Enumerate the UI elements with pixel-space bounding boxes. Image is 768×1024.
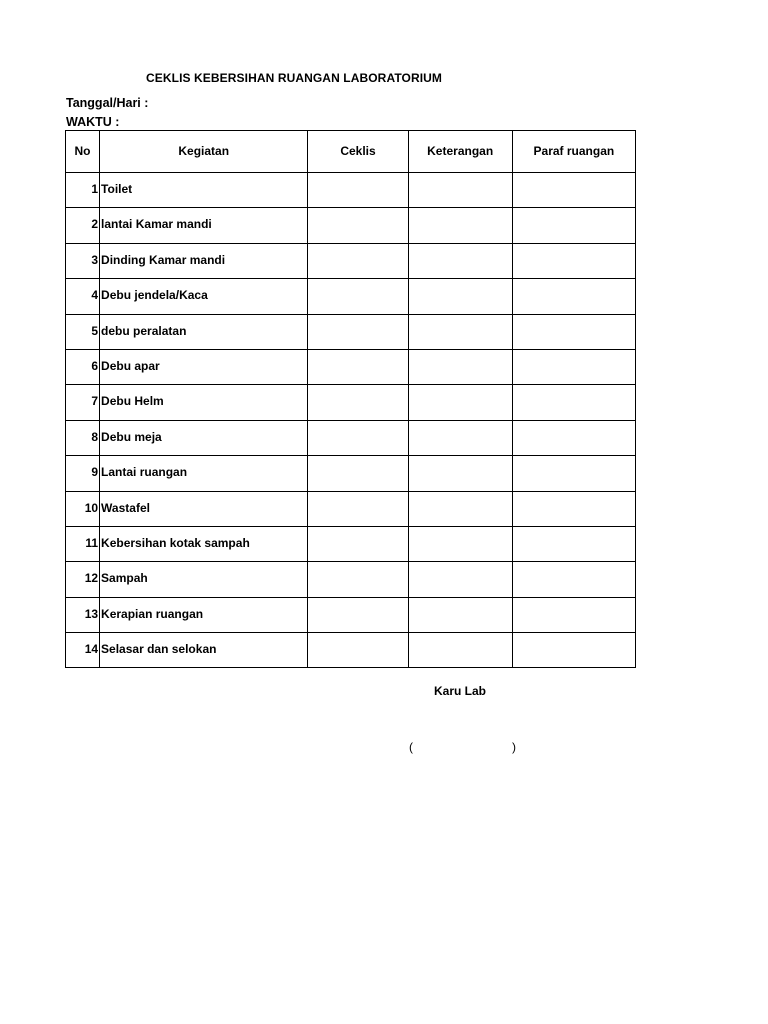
cell-no: 5 [66, 314, 100, 349]
cell-kegiatan: Debu Helm [100, 385, 308, 420]
table-row [66, 420, 636, 455]
cell-ceklis [308, 597, 408, 632]
cell-no: 9 [66, 456, 100, 491]
cell-kegiatan: lantai Kamar mandi [100, 208, 308, 243]
cell-keterangan [408, 173, 512, 208]
cell-keterangan [408, 420, 512, 455]
cell-ceklis [308, 279, 408, 314]
header-ceklis: Ceklis [308, 131, 408, 173]
cell-paraf [512, 314, 635, 349]
cell-ceklis [308, 526, 408, 561]
cell-no: 7 [66, 385, 100, 420]
table-body [66, 173, 636, 668]
table-row [66, 526, 636, 561]
cell-kegiatan: Selasar dan selokan [100, 633, 308, 668]
cell-paraf [512, 562, 635, 597]
cell-keterangan [408, 633, 512, 668]
cell-ceklis [308, 208, 408, 243]
signature-open-paren: ( [409, 740, 413, 754]
table-row [66, 456, 636, 491]
cell-no: 14 [66, 633, 100, 668]
cell-no: 3 [66, 243, 100, 278]
cell-paraf [512, 526, 635, 561]
time-label: WAKTU : [66, 115, 120, 129]
cell-no: 8 [66, 420, 100, 455]
cell-paraf [512, 173, 635, 208]
cell-paraf [512, 279, 635, 314]
header-no: No [66, 131, 100, 173]
cell-kegiatan: debu peralatan [100, 314, 308, 349]
cell-paraf [512, 349, 635, 384]
cell-ceklis [308, 633, 408, 668]
cell-keterangan [408, 526, 512, 561]
cell-kegiatan: Debu meja [100, 420, 308, 455]
cell-paraf [512, 208, 635, 243]
cell-paraf [512, 385, 635, 420]
cell-keterangan [408, 385, 512, 420]
cell-paraf [512, 633, 635, 668]
cell-paraf [512, 420, 635, 455]
table-row [66, 314, 636, 349]
cell-ceklis [308, 491, 408, 526]
cell-kegiatan: Wastafel [100, 491, 308, 526]
header-paraf: Paraf ruangan [512, 131, 635, 173]
cell-paraf [512, 597, 635, 632]
cell-kegiatan: Lantai ruangan [100, 456, 308, 491]
cell-keterangan [408, 349, 512, 384]
cell-keterangan [408, 208, 512, 243]
checklist-table [65, 130, 636, 668]
cell-keterangan [408, 597, 512, 632]
cell-keterangan [408, 491, 512, 526]
cell-kegiatan: Sampah [100, 562, 308, 597]
cell-no: 1 [66, 173, 100, 208]
cell-ceklis [308, 243, 408, 278]
document-title: CEKLIS KEBERSIHAN RUANGAN LABORATORIUM [146, 71, 443, 85]
cell-ceklis [308, 420, 408, 455]
table-row [66, 243, 636, 278]
cell-keterangan [408, 456, 512, 491]
cell-ceklis [308, 562, 408, 597]
cell-no: 2 [66, 208, 100, 243]
cell-paraf [512, 243, 635, 278]
cell-ceklis [308, 349, 408, 384]
table-row [66, 349, 636, 384]
header-kegiatan: Kegiatan [100, 131, 308, 173]
cell-no: 12 [66, 562, 100, 597]
signature-close-paren: ) [512, 740, 516, 754]
cell-no: 13 [66, 597, 100, 632]
table-row [66, 562, 636, 597]
cell-no: 6 [66, 349, 100, 384]
table-row [66, 491, 636, 526]
cell-ceklis [308, 385, 408, 420]
cell-ceklis [308, 456, 408, 491]
cell-kegiatan: Debu jendela/Kaca [100, 279, 308, 314]
cell-keterangan [408, 562, 512, 597]
cell-kegiatan: Debu apar [100, 349, 308, 384]
cell-ceklis [308, 173, 408, 208]
table-row [66, 173, 636, 208]
cell-no: 11 [66, 526, 100, 561]
signer-role: Karu Lab [434, 684, 487, 698]
table-header-row [66, 131, 636, 173]
cell-no: 10 [66, 491, 100, 526]
table-row [66, 633, 636, 668]
cell-keterangan [408, 243, 512, 278]
date-label: Tanggal/Hari : [66, 96, 149, 110]
cell-kegiatan: Kebersihan kotak sampah [100, 526, 308, 561]
cell-keterangan [408, 314, 512, 349]
cell-ceklis [308, 314, 408, 349]
cell-paraf [512, 456, 635, 491]
cell-kegiatan: Kerapian ruangan [100, 597, 308, 632]
cell-paraf [512, 491, 635, 526]
cell-no: 4 [66, 279, 100, 314]
cell-kegiatan: Toilet [100, 173, 308, 208]
table-row [66, 279, 636, 314]
table-row [66, 597, 636, 632]
cell-kegiatan: Dinding Kamar mandi [100, 243, 308, 278]
header-keterangan: Keterangan [408, 131, 512, 173]
cell-keterangan [408, 279, 512, 314]
table-row [66, 385, 636, 420]
table-row [66, 208, 636, 243]
